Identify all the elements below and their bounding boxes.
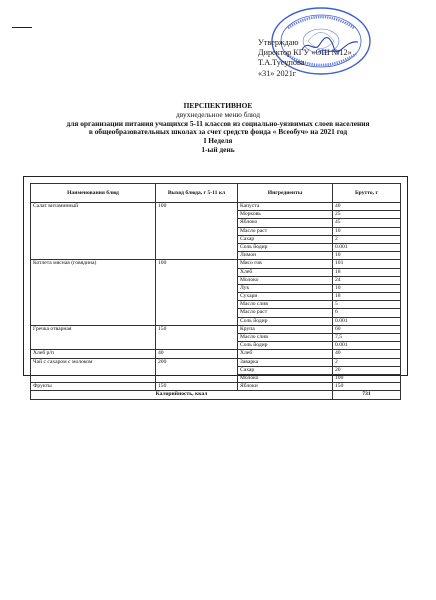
handwritten-signature <box>300 34 360 56</box>
ingredient-gross: 10 <box>333 227 401 235</box>
approval-line-1: Утверждаю <box>258 38 299 47</box>
menu-table <box>30 183 401 400</box>
ingredient-name: Морковь <box>238 211 333 219</box>
ingredient-name: Сахар <box>238 235 333 243</box>
ingredient-gross: 2 <box>333 235 401 243</box>
heading-line-2: двухнедельное меню блюд <box>176 109 260 119</box>
header-dish: Наименования блюд <box>31 184 156 203</box>
ingredient-name: Сухари <box>238 293 333 301</box>
ingredient-name: Лимон <box>238 252 333 260</box>
ingredient-gross: 10 <box>333 284 401 292</box>
top-left-rule <box>12 27 32 28</box>
calorie-row <box>31 391 401 399</box>
table-row <box>31 203 401 211</box>
ingredient-name: Соль йодир <box>238 317 333 325</box>
dish-yield: 100 <box>156 203 238 260</box>
ingredient-name: Яблоки <box>238 383 333 391</box>
dish-name: Котлета мясная (говядина) <box>31 260 156 326</box>
table-row <box>31 358 401 366</box>
ingredient-name: Молоко <box>238 374 333 382</box>
approval-line-3: Т.А.Тусупова <box>258 58 305 68</box>
dish-name: Фрукты <box>31 383 156 391</box>
ingredient-name: Мясо гов <box>238 260 333 268</box>
ingredient-gross: 18 <box>333 268 401 276</box>
table-row <box>31 383 401 391</box>
ingredient-gross: 40 <box>333 203 401 211</box>
ingredient-name: Масло раст <box>238 309 333 317</box>
ingredient-name: Масло слив <box>238 301 333 309</box>
ingredient-gross: 0.001 <box>333 243 401 251</box>
dish-name: Гречка отварная <box>31 325 156 350</box>
header-gross: Брутто, г <box>333 184 401 203</box>
table-row <box>31 325 401 333</box>
calorie-label: Калорийность, ккал <box>31 391 333 399</box>
table-body <box>31 203 401 391</box>
ingredient-name: Лук <box>238 284 333 292</box>
ingredient-gross: 6 <box>333 309 401 317</box>
dish-yield: 200 <box>156 358 238 383</box>
ingredient-name: Заварка <box>238 358 333 366</box>
ingredient-gross: 24 <box>333 276 401 284</box>
ingredient-name: Хлеб <box>238 350 333 358</box>
ingredient-name: Масло раст <box>238 227 333 235</box>
document-title: ПЕРСПЕКТИВНОЕ <box>183 101 253 110</box>
calorie-value: 731 <box>333 391 401 399</box>
dish-yield: 100 <box>156 260 238 326</box>
table-header-row <box>31 184 401 203</box>
dish-yield: 150 <box>156 383 238 391</box>
approval-line-2: Директор КГУ «ОШ №12» <box>258 48 352 58</box>
ingredient-gross: 2 <box>333 358 401 366</box>
ingredient-gross: 60 <box>333 325 401 333</box>
ingredient-name: Крупа <box>238 325 333 333</box>
ingredient-name: Капуста <box>238 203 333 211</box>
header-yield: Выход блюда, г 5-11 кл <box>156 184 238 203</box>
day-label: 1-ый день <box>201 144 235 154</box>
ingredient-gross: 40 <box>333 350 401 358</box>
ingredient-gross: 10 <box>333 252 401 260</box>
dish-yield: 40 <box>156 350 238 358</box>
ingredient-gross: 150 <box>333 383 401 391</box>
document-heading <box>0 102 436 155</box>
ingredient-name: Молоко <box>238 276 333 284</box>
dish-yield: 150 <box>156 325 238 350</box>
ingredient-gross: 0.001 <box>333 342 401 350</box>
ingredient-gross: 101 <box>333 260 401 268</box>
table-row <box>31 260 401 268</box>
week-label: I Неделя <box>203 136 233 146</box>
ingredient-gross: 100 <box>333 374 401 382</box>
approval-line-4: «31» 2021г <box>258 68 297 78</box>
ingredient-gross: 0.001 <box>333 317 401 325</box>
ingredient-gross: 45 <box>333 219 401 227</box>
ingredient-gross: 20 <box>333 366 401 374</box>
ingredient-name: Яблоко <box>238 219 333 227</box>
table-row <box>31 350 401 358</box>
header-ingredients: Ингредиенты <box>238 184 333 203</box>
ingredient-gross: 25 <box>333 211 401 219</box>
ingredient-name: Масло слив <box>238 334 333 342</box>
dish-name: Хлеб р/п <box>31 350 156 358</box>
ingredient-gross: 18 <box>333 293 401 301</box>
dish-name: Чай с сахаром с молоком <box>31 358 156 383</box>
ingredient-name: Хлеб <box>238 268 333 276</box>
ingredient-name: Соль йодир <box>238 243 333 251</box>
ingredient-name: Соль йодир <box>238 342 333 350</box>
dish-name: Салат витаминный <box>31 203 156 260</box>
ingredient-gross: 5 <box>333 301 401 309</box>
heading-line-4: в общеобразовательных школах за счет средств фонда « Всеобуч» на 2021 год <box>88 127 348 137</box>
ingredient-name: Сахар <box>238 366 333 374</box>
heading-line-3: для организации питания учащихся 5-11 классов из социально-уязвимых слоев населения <box>66 118 370 128</box>
ingredient-gross: 7,5 <box>333 334 401 342</box>
